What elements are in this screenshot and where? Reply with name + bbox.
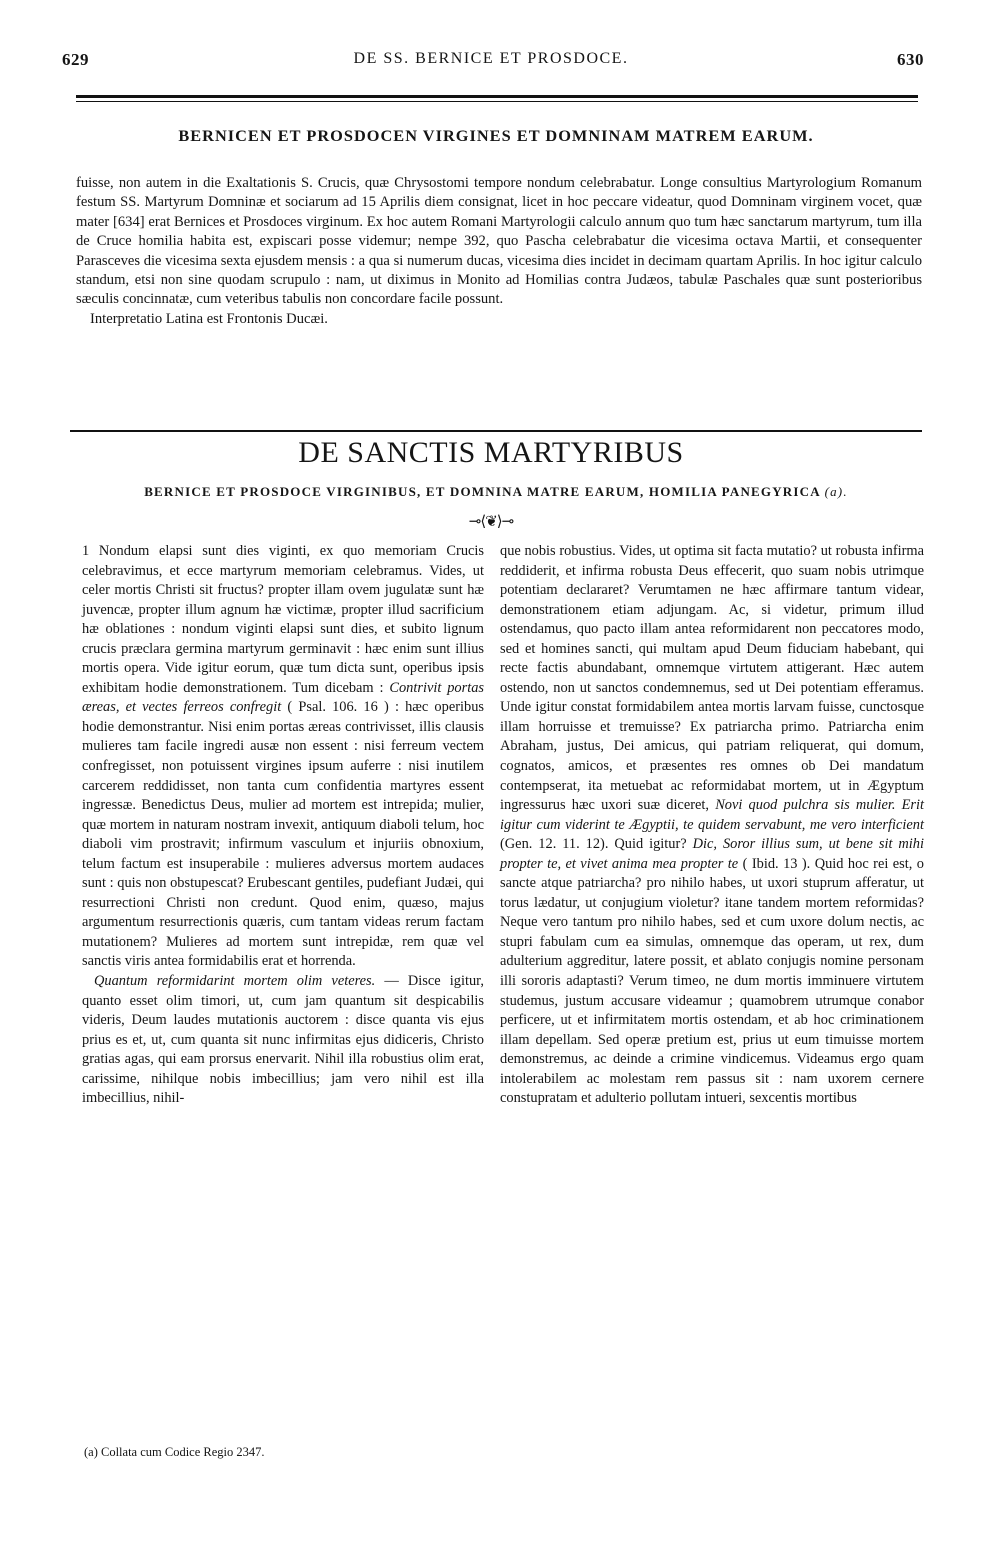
- running-title: DE SS. BERNICE ET PROSDOCE.: [353, 50, 629, 67]
- right-p-text: que nobis robustius. Vides, ut optima sit facta mutatio? ut robusta infirma reddiderit, et infirma robusta Deus effecerit, quo suam nobis utrimque potentiam declararet? Verumtamen ne hæc affirmare tantum videar, demonstrationem etiam adjungam. Ac, si videtur, primum illud ostendamus, quo pacto illam antea reformidarent non peccatores modo, sed et homines sancti, qui multam apud Deum fiduciam habebant, qui recte factis abundabant, omnemque virtutem attigerant. Hæc autem ostendo, non ut sanctos condemnemus, sed ut Dei potentiam efferamus. Unde igitur constat formidabilem antea mortis larvam fuisse, cunctosque illam horruisse et tremuisse? Ex patriarcha primo. Patriarcha enim Abraham, justus, Dei amicus, qui patriam reliquerat, qui domum, cognatos, amicos, et præsentes res omnes ob Dei mandatum contempserat, ita metuebat ac reformidabat mortem, ut in Ægyptum ingressurus hæc uxori suæ diceret,: [500, 543, 924, 814]
- header-rule-thick: [76, 95, 918, 98]
- separator-rule: [70, 430, 922, 432]
- left-paragraph-2: [82, 972, 484, 1109]
- header-rule-thin: [76, 101, 918, 102]
- left-p2-text: — Disce igitur, quanto esset olim timori, ut, cum jam quantum sit despicabilis videris, Deum laudes mutationis auctorem : disce quanta vis ejus prius es et, ut, cum quanta sit nunc infirmitas ejus didiceris, Christo gratias agas, qui eam prorsus enervarit. Nihil illa robustius olim erat, carissime, nihilque nobis imbecillius; jam vero nihil est illa imbecillius, nihil-: [82, 973, 484, 1107]
- footnote: (a) Collata cum Codice Regio 2347.: [84, 1445, 265, 1459]
- right-column: [500, 542, 924, 1109]
- interpretation-note: Interpretatio Latina est Frontonis Ducæi.: [90, 310, 328, 327]
- top-text-block: [76, 174, 922, 329]
- right-quote-2: Dic, Soror illius sum, ut bene sit mihi propter te, et vivet anima mea propter te: [500, 836, 924, 872]
- top-paragraph: fuisse, non autem in die Exaltationis S. Crucis, quæ Chrysostomi tempore nondum celebrabatur. Longe consultius Martyrologium Romanum festum SS. Martyrum Domninæ et sociarum ad 15 Aprilis diem consignat, licet in hoc peccare videatur, quod Domninam virginem vocet, quæ mater [634] erat Bernices et Prosdoces virginum. Ex hoc autem Romani Martyrologii calculo annum quo tum hæc sanctarum martyrum, tum illa de Cruce homilia habita est, expiscari posse videmur; nempe 392, quo Pascha celebrabatur die vicesima octava Martii, et consequenter Parasceves die vicesima sexta ejusdem mensis : a qua si numerum ducas, vicesima dies incidet in decimam quartam Aprilis. In hoc igitur calculo standum, etsi non sine quodam scrupulo : nam, ut diximus in Monito ad Homilias contra Judæos, tabulæ Paschales quæ sunt posterioribus sæculis concinnatæ, cum veteribus tabulis non concordare facile possunt.: [76, 175, 922, 308]
- left-column: [82, 542, 484, 1109]
- left-p1-continuation: : hæc operibus hodie demonstrantur. Nisi enim portas æreas contrivisset, illis clausis mulieres tam facile ingredi ausæ non essent : nisi ferreum vectem confregisset, non potuissent virgines ipsum auferre : nisi inutilem carcerem reddidisset, non tanta cum confidentia martyres essent ingressæ. Benedictus Deus, mulier ad mortem est intrepida; mulier, quæ mortem in naturam nostram invexit, antiquum diaboli telum, hoc diaboli vim prostravit; infirmum vasculum et injuriis obnoxium, telum factum est insuperabile : mulieres adversus mortem audaces sunt : quis non obstupescat? Erubescant gentiles, pudefiant Judæi, qui resurrectioni Christi non credunt. Quod enim, quæso, majus argumentum resurrectionis quæris, cum tantam videas rerum factam mutationem? Mulieres ad mortem sunt intrepidæ, rem quæ vel sanctis viris antea formidabilis erat et horrenda.: [82, 699, 484, 970]
- left-p1-reference: ( Psal. 106. 16 ): [287, 699, 389, 716]
- left-p1-quote: Contrivit portas æreas, et vectes ferreos confregit: [82, 679, 484, 716]
- ornament-divider: ⊸⟨❦⟩⊸: [468, 514, 514, 530]
- page-number-right: 630: [897, 50, 924, 69]
- right-p-continuation: Quid hoc rei est, o sancte atque patriarcha? pro nihilo habes, ut uxori stuprum afferatur, ut torus lædatur, ut conjugium violetur? itane tandem mortem reformidas? Neque vero tantum pro nihilo habes, sed et cum uxore dolum nectis, ac stupri fabulam cum ea simulas, omnemque das operam, ut rex, dum adulterium aggreditur, latere possit, et ablato conjugis nomine personam illi sororis adaptasti? Verum timeo, ne dum mortis imminuere virtutem studemus, justum accusare videamur ; quamobrem utrumque conabor perficere, ut et infirmitatem mortis ostendam, et ab hoc criminationem illam depellam. Sed operæ pretium est, prius ut eum timuisse mortem demonstremus, ac deinde a crimine vindicemus. Videamus ergo quam intolerabilem ac molestam rem passus sit : nam uxorem cernere constupratam et adulterio pollutam intueri, sexcentis mortibus: [500, 855, 924, 1107]
- left-paragraph-1: [82, 542, 484, 972]
- main-subtitle: [70, 484, 922, 500]
- section-title: BERNICEN ET PROSDOCEN VIRGINES ET DOMNINAM MATREM EARUM.: [178, 128, 814, 145]
- page-number-left: 629: [62, 50, 89, 69]
- right-mid-text: Quid igitur?: [614, 836, 687, 853]
- main-title: DE SANCTIS MARTYRIBUS: [298, 436, 684, 469]
- right-paragraph: [500, 542, 924, 1109]
- left-p2-heading: Quantum reformidarint mortem olim veteres.: [94, 973, 376, 990]
- right-quote-2-reference: ( Ibid. 13 ).: [742, 855, 811, 872]
- left-p1-text: 1 Nondum elapsi sunt dies viginti, ex quo memoriam Crucis celebravimus, et ecce martyrum memoriam celebramus. Vides, ut celer mortis Christi sit fructus? propter illam ovem jugulatæ sunt hæ juvencæ, propter illum agnum hæ victimæ, propter illud sacrificium hæ oblationes : nondum viginti elapsi sunt dies, et subito lignum crucis præclara germina martyrum germinavit : hæc enim sunt illius mortis opera. Vide igitur eorum, quæ tum dicta sunt, operibus ipsis exhibitam hodie demonstrationem. Tum dicebam :: [82, 543, 484, 696]
- subtitle-note-ref: (a).: [824, 484, 848, 499]
- right-quote-1-reference: (Gen. 12. 11. 12).: [500, 836, 609, 853]
- subtitle-text: BERNICE ET PROSDOCE VIRGINIBUS, ET DOMNINA MATRE EARUM, HOMILIA PANEGYRICA: [144, 484, 821, 499]
- right-quote-1: Novi quod pulchra sis mulier. Erit igitur cum viderint te Ægyptii, te quidem servabunt, me vero interficient: [500, 797, 924, 833]
